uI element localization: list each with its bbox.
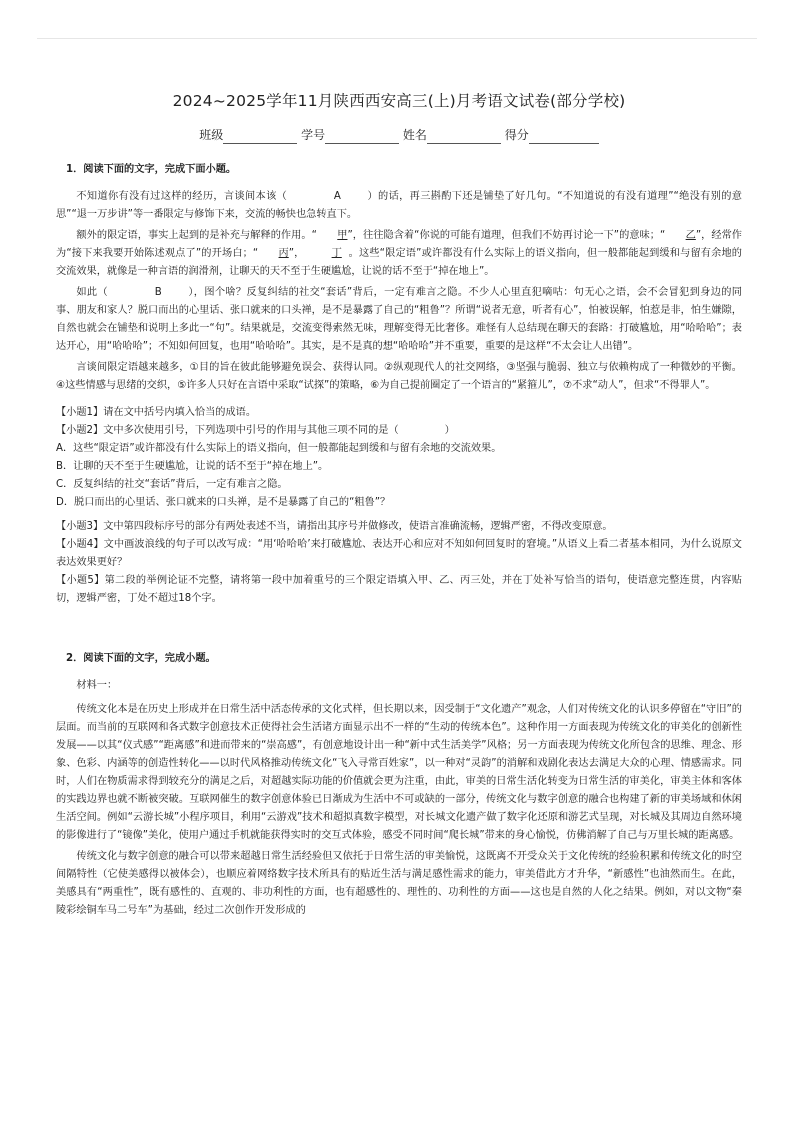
subquestion-3: 【小题3】文中第四段标序号的部分有两处表述不当，请指出其序号并做修改，使语言准确流畅，逻辑严密，不得改变原意。	[56, 521, 613, 532]
blank-bing: 丙	[278, 248, 289, 259]
subquestion-2: 【小题2】文中多次使用引号，下列选项中引号的作用与其他三项不同的是（ ）	[56, 425, 455, 436]
q1-paragraph-2: 额外的限定语，事实上起到的是补充与解释的作用。“ 甲”，往往隐含着“你说的可能有道理，但我们不妨再讨论一下”的意味；“ 乙”，经常作为“接下来我要开始陈述观点了”的开场白；“ 丙”， 丁 。这些“限定语”或许都没有什么实际上的语义指向，但一般都能起到缓和与留有余地的交流效果，就像是一种言语的润滑剂，让聊天的天不至于生硬尴尬，让说的话不至于“掉在地上”。	[56, 227, 742, 281]
q1-paragraph-3: 如此（ B ），图个啥？反复纠结的社交“套话”背后，一定有难言之隐。不少人心里直犯嘀咕：句无心之语，会不会冒犯到身边的同事、朋友和家人？脱口而出的心里话、张口就来的口头禅，是不是暴露了自己的“粗鲁”？所谓“说者无意，听者有心”，怕被误解，怕惹是非，怕生嫌隙，自然也就会在铺垫和说明上多此一“句”。结果就是，交流变得索然无味，理解变得无比奢侈。难怪有人总结现在聊天的套路：打破尴尬，用“哈哈哈”；表达开心，用“哈哈哈”；不知如何回复，也用“哈哈哈”。其实，是不是真的想“哈哈哈”并不重要，重要的是这样“不太会让人出错”。	[56, 284, 742, 356]
option-c[interactable]: C．反复纠结的社交“套话”背后，一定有难言之隐。	[56, 479, 288, 490]
q1-paragraph-1: 不知道你有没有过这样的经历，言谈间本该（ A ）的话，再三斟酌下还是铺垫了好几句。“不知道说的有没有道理”“绝没有别的意思”“退一万步讲”等一番限定与修饰下来，交流的畅快也急转直下。	[56, 188, 742, 224]
name-field[interactable]	[427, 130, 501, 144]
question-1-heading: 1．阅读下面的文字，完成下面小题。	[66, 164, 237, 175]
option-a[interactable]: A．这些“限定语”或许都没有什么实际上的语义指向，但一般都能起到缓和与留有余地的交流效果。	[56, 443, 502, 454]
class-label: 班级	[199, 128, 224, 142]
student-id-field[interactable]	[325, 130, 399, 144]
q2-paragraph-1: 传统文化本是在历史上形成并在日常生活中活态传承的文化式样，但长期以来，因受制于“文化遗产”观念，人们对传统文化的认识多停留在“守旧”的层面。而当前的互联网和各式数字创意技术正使得社会生活诸方面显示出不一样的“生动的传统本色”。这种作用一方面表现为传统文化的审美化的创新性发展——以其“仪式感”“距离感”和进而带来的“崇高感”，有创意地设计出一种“新中式生活美学”风格；另一方面表现为传统文化所包含的思维、理念、形象、色彩、内涵等的创造性转化——以时代风格推动传统文化“飞入寻常百姓家”，以一种对“灵韵”的消解和戏剧化表达去满足大众的心理、情感需求。同时，人们在物质需求得到较充分的满足之后，对超越实际功能的价值就会更为注重，由此，审美的日常生活化转变为日常生活的审美化，审美主体和客体的实践边界也就不断被突破。互联网催生的数字创意体验已日渐成为生活中不可或缺的一部分，传统文化与数字创意的融合也构建了新的审美场域和休闲生活空间。例如“云游长城”小程序项目，利用“云游戏”技术和超拟真数字模型，对长城文化遗产做了数字化还原和游艺式呈现，对长城及其周边自然环境的影像进行了“镜像”美化，使用户通过手机就能获得实时的交互式体验，感受不同时间“爬长城”带来的身心愉悦，仿佛消解了自己与万里长城的距离感。	[56, 704, 742, 841]
option-b[interactable]: B．让聊的天不至于生硬尴尬，让说的话不至于“掉在地上”。	[56, 461, 329, 472]
option-d[interactable]: D．脱口而出的心里话、张口就来的口头禅，是不是暴露了自己的“粗鲁”？	[56, 497, 391, 508]
blank-jia: 甲	[337, 230, 348, 241]
name-label: 姓名	[402, 128, 427, 142]
student-info-row	[56, 126, 742, 144]
q1-paragraph-4: 言谈间限定语越来越多，①目的旨在彼此能够避免误会、获得认同。②纵观现代人的社交网络，③坚强与脆弱、独立与依赖构成了一种微妙的平衡。④这些情感与思绪的交织，⑤许多人只好在言语中采取“试探”的策略，⑥为自己提前圈定了一个语言的“紧箍儿”，⑦不求“动人”，但求“不得罪人”。	[56, 362, 742, 391]
blank-a: A	[333, 191, 341, 202]
top-divider	[37, 38, 757, 39]
id-label: 学号	[301, 128, 326, 142]
question-2-heading: 2．阅读下面的文字，完成小题。	[66, 653, 216, 664]
blank-b: B	[154, 287, 162, 298]
blank-yi: 乙	[685, 230, 696, 241]
subquestion-1: 【小题1】请在文中括号内填入恰当的成语。	[56, 407, 257, 418]
subquestion-5: 【小题5】第二段的举例论证不完整，请将第一段中加着重号的三个限定语填入甲、乙、丙三处，并在丁处补写恰当的语句，使语意完整连贯，内容贴切，逻辑严密，丁处不超过18个字。	[56, 575, 742, 604]
exam-document	[56, 90, 742, 920]
score-field[interactable]	[529, 130, 599, 144]
subquestion-4: 【小题4】文中画波浪线的句子可以改写成：“用‘哈哈哈’来打破尴尬、表达开心和应对不知如何回复时的窘境。”从语义上看二者基本相同，为什么说原文表达效果更好？	[56, 539, 742, 568]
page-title: 2024~2025学年11月陕西西安高三(上)月考语文试卷(部分学校)	[172, 92, 626, 110]
class-field[interactable]	[223, 130, 297, 144]
q2-paragraph-2: 传统文化与数字创意的融合可以带来超越日常生活经验但又依托于日常生活的审美愉悦，这既离不开受众关于文化传统的经验积累和传统文化的时空间隔特性（它使美感得以被体会），也顺应着网络数字技术所具有的贴近生活与满足感性需求的能力，审美借此方才升华，“新感性”也油然而生。在此，美感具有“两重性”，既有感性的、直观的、非功利性的方面，也有超感性的、理性的、功利性的方面——这也是自然的人化之结果。例如，对以文物“秦陵彩绘铜车马二号车”为基础，经过二次创作开发形成的	[56, 851, 742, 916]
score-label: 得分	[504, 128, 529, 142]
material-one-label: 材料一：	[76, 680, 118, 691]
blank-ding: 丁	[331, 248, 342, 259]
